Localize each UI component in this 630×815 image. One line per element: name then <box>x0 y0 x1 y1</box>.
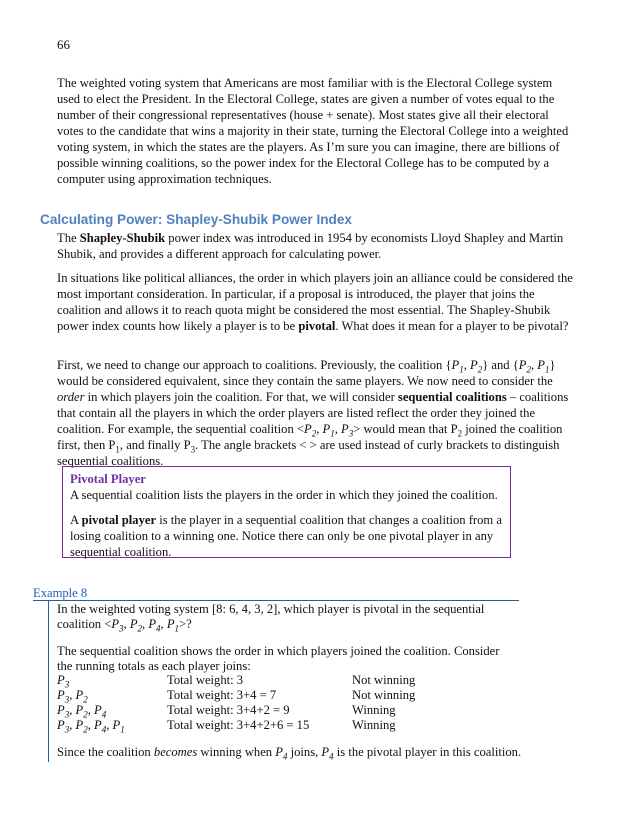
table-row-1-status: Not winning <box>352 673 416 687</box>
table-row-3-status: Winning <box>352 703 396 717</box>
definition-paragraph-2: A pivotal player is the player in a sequential coalition that changes a coalition from a losing coalition to a winning one. Notice there can only be one pivotal player in any sequential coalition. <box>70 513 502 559</box>
pivotal-player-term: pivotal player <box>81 513 157 527</box>
table-row-3-weight: Total weight: 3+4+2 = 9 <box>167 703 290 717</box>
table-row-2-weight: Total weight: 3+4 = 7 <box>167 688 277 702</box>
example-label: Example 8 <box>33 586 88 600</box>
definition-paragraph-1: A sequential coalition lists the players in the order in which they joined the coalition. <box>70 488 498 502</box>
table-row-2-status: Not winning <box>352 688 416 702</box>
table-row-2-coalition: $P_3$, $P_2$ <box>57 688 88 705</box>
section-heading: Calculating Power: Shapley-Shubik Power Index <box>40 212 352 227</box>
table-row-3-coalition: $P_3$, $P_2$, $P_4$ <box>57 703 107 720</box>
section-paragraph-2: In situations like political alliances, the order in which players join an alliance could be considered the most important consideration. In particular, if a proposal is introduced, the player that joins the coalition and allows it to reach quota might be considered the most essential. The Shapley-Shubik power index counts how likely a player is to be pivotal. What does it mean for a player to be pivotal? <box>57 271 573 333</box>
table-row-1-coalition: $P_3$ <box>57 673 70 690</box>
example-top-rule <box>33 600 519 601</box>
example-question: In the weighted voting system [8: 6, 4, 3, 2], which player is pivotal in the sequential coalition $<P_3$, $P_2$, $P_4$, $P_1>$? <box>57 602 485 634</box>
sequential-coalitions-term: sequential coalitions <box>397 390 507 404</box>
table-row-4-status: Winning <box>352 718 396 732</box>
section-paragraph-3: First, we need to change our approach to coalitions. Previously, the coalition {$P_1$, $P_2$} and {$P_2$, $P_1$} would be considered equivalent, since they contain the same players. We now need to consider the order in which players join the coalition. For that, we will consider sequential coalitions – coalitions that contain all the players in which the order players are listed reflect the order they joined the coalition. For example, the sequential coalition $<P_2$, $P_1$, $P_3>$ would mean that $P_2$ joined the coalition first, then $P_1$, and finally $P_3$. The angle brackets < > are used instead of curly brackets to distinguish sequential coalitions. <box>57 358 569 468</box>
shapley-shubik-term: Shapley-Shubik <box>79 231 166 245</box>
intro-paragraph: The weighted voting system that Americans are most familiar with is the Electoral College system used to elect the President. In the Electoral College, states are given a number of votes equal to the number of their congressional representatives (house + senate). Most states give all their electoral votes to the candidate that wins a majority in their state, turning the Electoral College into a weighted voting system, in which the states are the players. As I’m sure you can imagine, there are billions of possible winning coalitions, so the power index for the Electoral College has to be computed by a computer using approximation techniques. <box>57 76 569 186</box>
example-conclusion: Since the coalition becomes winning when $P_4$ joins, $P_4$ is the pivotal player in this coalition. <box>57 745 522 762</box>
example-explanation: The sequential coalition shows the order in which players joined the coalition. Consider the running totals as each player joins: <box>57 644 500 673</box>
example-left-rule <box>48 600 49 762</box>
section-paragraph-1: The Shapley-Shubik power index was introduced in 1954 by economists Lloyd Shapley and Martin Shubik, and provides a different approach for calculating power. <box>57 231 564 261</box>
pivotal-term: pivotal <box>298 319 336 333</box>
table-row-4-weight: Total weight: 3+4+2+6 = 15 <box>167 718 310 732</box>
definition-title: Pivotal Player <box>70 472 146 486</box>
table-row-1-weight: Total weight: 3 <box>167 673 244 687</box>
page-number: 66 <box>57 37 70 52</box>
table-row-4-coalition: $P_3$, $P_2$, $P_4$, $P_1$ <box>57 718 125 735</box>
